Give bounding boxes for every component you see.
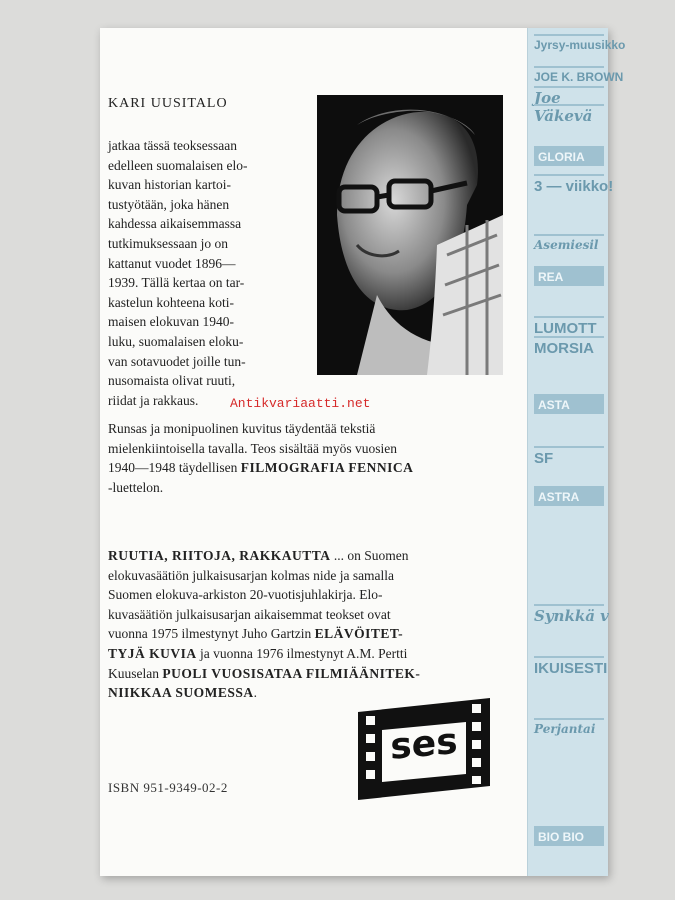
text-line: Runsas ja monipuolinen kuvitus täydentää tekstiä [108, 421, 376, 436]
bio-line: 1939. Tällä kertaa on tar- [108, 275, 245, 291]
text-line [108, 664, 502, 684]
ad-clipping: GLORIA [534, 146, 604, 166]
bio-line: jatkaa tässä teoksessaan [108, 138, 237, 153]
bio-line: tustyötään, joka hänen [108, 196, 230, 212]
text-line [108, 644, 502, 664]
ad-clipping: ASTA [534, 394, 604, 414]
book-back-cover [100, 28, 626, 876]
book-title: PUOLI VUOSISATAA FILMIÄÄNITEK- [162, 665, 421, 681]
bio-line: luku, suomalaisen eloku- [108, 333, 244, 349]
ad-clipping: SF [534, 446, 604, 467]
text-span: ... on Suomen [330, 548, 409, 563]
ad-clipping: IKUISESTI [534, 656, 604, 677]
text-line: kuvasäätiön julkaisusarjan aikaisemmat teokset ovat [108, 606, 391, 622]
text-span: ja vuonna 1976 ilmestynyt A.M. Pertti [196, 645, 408, 661]
bio-line: kahdessa aikaisemmassa [108, 216, 242, 232]
text-line: elokuvasäätiön julkaisusarjan kolmas nide ja samalla [108, 567, 395, 583]
ad-clipping: MORSIA [534, 336, 604, 357]
author-portrait-image [317, 95, 503, 375]
ad-clipping: Synkkä v [534, 604, 604, 625]
ad-clipping: Joe [534, 86, 604, 107]
filmography-title: FILMOGRAFIA FENNICA [240, 460, 414, 476]
bio-line: kattanut vuodet 1896— [108, 255, 236, 271]
ad-clipping: Väkevä [534, 104, 604, 125]
watermark: Antikvariaatti.net [230, 396, 371, 411]
publisher-logo [354, 696, 494, 802]
book-title: NIIKKAA SUOMESSA [108, 685, 254, 701]
ad-clipping: REA [534, 266, 604, 286]
author-bio [108, 136, 306, 410]
isbn: ISBN 951-9349-02-2 [108, 780, 228, 795]
ad-clipping: Jyrsy-muusikko [534, 34, 604, 52]
text-line: Suomen elokuva-arkiston 20-vuotisjuhlakirja. Elo- [108, 587, 383, 603]
bio-line: riidat ja rakkaus. [108, 392, 199, 408]
ad-clipping: ASTRA [534, 486, 604, 506]
svg-text:ses: ses [390, 719, 458, 768]
text-line: -luettelon. [108, 479, 164, 495]
bio-line: tutkimuksessaan jo on [108, 235, 228, 251]
bio-line: nusomaista olivat ruuti, [108, 373, 236, 389]
ad-clipping: Asemiesil [534, 234, 604, 252]
text-line: mielenkiintoisella tavalla. Teos sisältää myös vuosien [108, 440, 397, 456]
series-paragraph [108, 546, 502, 703]
bio-line: kuvan historian kartoi- [108, 177, 231, 193]
text-line [108, 546, 502, 566]
text-span: Kuuselan [108, 665, 163, 681]
bio-line: edelleen suomalaisen elo- [108, 157, 248, 173]
newspaper-clipping-strip [527, 28, 626, 876]
ad-clipping: LUMOTT [534, 316, 604, 337]
bio-line: van sotavuodet joille tun- [108, 353, 246, 369]
author-photo [317, 95, 503, 375]
text-line [108, 624, 502, 644]
text-span: 1940—1948 täydellisen [108, 460, 241, 476]
ad-clipping: JOE K. BROWN [534, 66, 604, 84]
book-title: ELÄVÖITET- [314, 626, 404, 642]
description-paragraph [108, 419, 502, 497]
text-span: . [253, 685, 258, 701]
bio-line: kastelun kohteena koti- [108, 294, 234, 310]
text-span: vuonna 1975 ilmestynyt Juho Gartzin [108, 626, 315, 642]
author-name: KARI UUSITALO [108, 96, 228, 111]
film-strip-logo-icon [354, 696, 494, 802]
book-title: RUUTIA, RIITOJA, RAKKAUTTA [108, 548, 331, 563]
book-title: TYJÄ KUVIA [108, 645, 197, 661]
bio-line: maisen elokuvan 1940- [108, 314, 234, 330]
ad-clipping: Perjantai [534, 718, 604, 736]
text-line [108, 458, 502, 478]
ad-clipping: 3 — viikko! [534, 174, 604, 195]
ad-clipping: BIO BIO [534, 826, 604, 846]
